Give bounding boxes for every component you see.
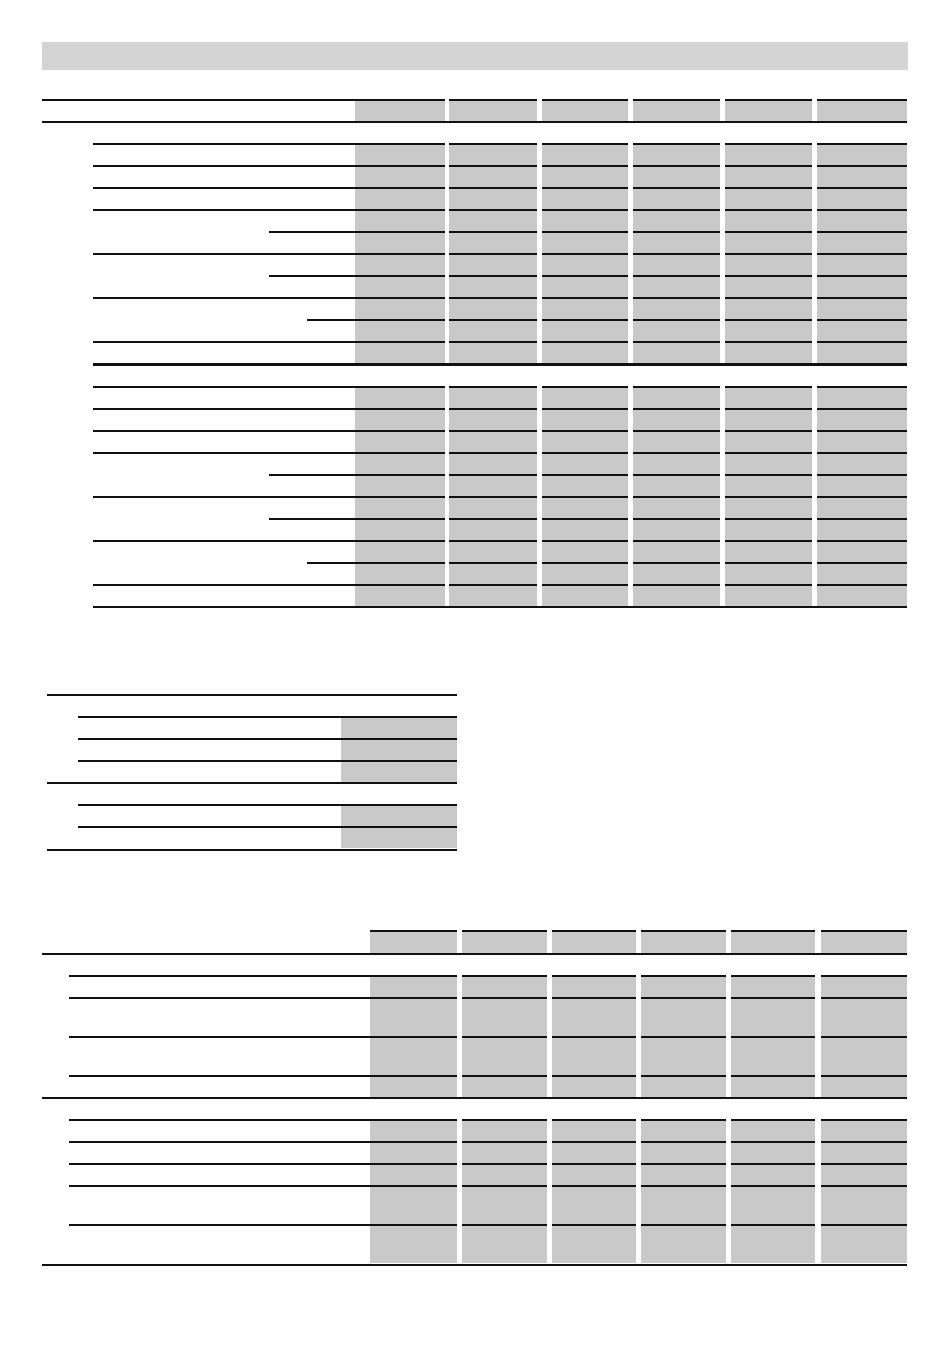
group-a-row-cell — [817, 231, 907, 253]
group-a-row-cell — [355, 209, 445, 231]
group-a-row-cell — [542, 165, 628, 187]
summary-top-rule — [47, 694, 457, 696]
group-a-row-cell — [449, 231, 537, 253]
table-bottom-rule — [42, 1264, 907, 1266]
group-a-row-rule — [307, 319, 355, 321]
group-a-row-cell — [449, 253, 537, 275]
group-a-row-cell — [542, 143, 628, 165]
group-b-row-cell — [633, 474, 720, 496]
group-b-row-rule — [269, 518, 355, 520]
group-a-row-cell — [355, 253, 445, 275]
group-d-row-cell — [370, 1119, 457, 1141]
column-header — [370, 930, 457, 953]
column-header — [542, 99, 628, 121]
group-a-row-cell — [725, 297, 812, 319]
group-d-row-cell — [731, 1185, 815, 1224]
group-a-row-cell — [542, 253, 628, 275]
summary-row-rule — [78, 826, 341, 828]
group-b-row-rule — [93, 584, 355, 586]
column-header — [821, 930, 907, 953]
group-b-row-cell — [633, 584, 720, 606]
group-b-row-cell — [817, 518, 907, 540]
group-d-row-cell — [821, 1224, 907, 1263]
group-b-row-cell — [633, 430, 720, 452]
group-d-row-cell — [370, 1224, 457, 1263]
group-a-row-rule — [93, 297, 355, 299]
group-c-row-cell — [462, 1036, 547, 1075]
group-a-row-cell — [817, 187, 907, 209]
group-a-row-cell — [449, 341, 537, 363]
summary-row-cell — [341, 716, 457, 738]
column-header — [355, 99, 445, 121]
group-a-row-cell — [355, 187, 445, 209]
group-b-row-cell — [449, 408, 537, 430]
group-c-row-rule — [69, 1036, 370, 1038]
column-header — [552, 930, 636, 953]
group-b-row-cell — [633, 518, 720, 540]
group-b-row-cell — [542, 452, 628, 474]
group-c-row-cell — [641, 997, 726, 1036]
group-b-row-cell — [355, 430, 445, 452]
group-d-row-cell — [552, 1163, 636, 1185]
group-c-row-cell — [370, 975, 457, 997]
group-a-row-cell — [542, 319, 628, 341]
group-a-row-cell — [449, 209, 537, 231]
group-b-row-cell — [449, 496, 537, 518]
page-header-bar — [42, 42, 908, 70]
group-c-row-cell — [641, 1036, 726, 1075]
column-header — [633, 99, 720, 121]
column-header — [731, 930, 815, 953]
group-a-row-cell — [725, 165, 812, 187]
group-b-row-cell — [355, 474, 445, 496]
group-a-row-cell — [355, 143, 445, 165]
group-c-row-cell — [370, 1075, 457, 1097]
group-b-row-rule — [93, 430, 355, 432]
group-c-row-cell — [641, 975, 726, 997]
group-d-row-cell — [462, 1185, 547, 1224]
group-d-row-cell — [552, 1185, 636, 1224]
group-d-row-cell — [552, 1141, 636, 1163]
group-b-row-cell — [725, 408, 812, 430]
group-b-row-cell — [725, 540, 812, 562]
summary-row-rule — [78, 760, 341, 762]
group-a-row-cell — [542, 297, 628, 319]
group-d-row-cell — [370, 1141, 457, 1163]
group-d-row-cell — [821, 1185, 907, 1224]
group-c-row-cell — [552, 997, 636, 1036]
group-b-row-rule — [269, 474, 355, 476]
group-c-row-cell — [641, 1075, 726, 1097]
column-header — [462, 930, 547, 953]
group-a-row-cell — [355, 165, 445, 187]
group-a-row-cell — [542, 275, 628, 297]
group-d-row-cell — [370, 1163, 457, 1185]
group-a-row-cell — [725, 275, 812, 297]
group-a-row-cell — [355, 297, 445, 319]
group-a-row-cell — [725, 209, 812, 231]
group-a-row-cell — [355, 341, 445, 363]
group-a-row-rule — [93, 209, 355, 211]
group-b-row-cell — [542, 430, 628, 452]
group-b-row-cell — [633, 562, 720, 584]
group-d-row-cell — [462, 1163, 547, 1185]
group-a-row-cell — [542, 341, 628, 363]
group-b-row-rule — [93, 408, 355, 410]
group-a-row-cell — [817, 319, 907, 341]
group-a-row-cell — [355, 231, 445, 253]
group-d-row-cell — [641, 1224, 726, 1263]
group-a-row-cell — [725, 341, 812, 363]
group-a-row-cell — [355, 275, 445, 297]
group-d-row-rule — [69, 1163, 370, 1165]
group-a-row-cell — [542, 231, 628, 253]
group-c-row-cell — [731, 1036, 815, 1075]
group-c-row-cell — [821, 997, 907, 1036]
summary-row-rule — [78, 738, 341, 740]
group-a-row-cell — [817, 143, 907, 165]
group-a-row-cell — [449, 143, 537, 165]
group-b-row-cell — [725, 584, 812, 606]
group-d-row-cell — [821, 1141, 907, 1163]
group-c-row-cell — [731, 975, 815, 997]
group-b-row-cell — [633, 452, 720, 474]
group-d-row-cell — [731, 1141, 815, 1163]
group-a-row-cell — [542, 209, 628, 231]
group-d-row-cell — [462, 1119, 547, 1141]
group-c-row-cell — [821, 975, 907, 997]
summary-bottom-rule — [47, 849, 457, 851]
group-d-row-cell — [821, 1119, 907, 1141]
group-d-row-cell — [731, 1163, 815, 1185]
group-c-row-cell — [462, 975, 547, 997]
group-b-row-cell — [633, 386, 720, 408]
group-a-row-cell — [633, 297, 720, 319]
group-b-bottom-rule — [93, 606, 907, 608]
group-b-row-cell — [542, 562, 628, 584]
group-a-row-cell — [725, 143, 812, 165]
group-b-row-cell — [542, 386, 628, 408]
group-b-row-cell — [542, 474, 628, 496]
group-a-row-cell — [355, 319, 445, 341]
group-b-row-cell — [725, 452, 812, 474]
group-d-row-cell — [821, 1163, 907, 1185]
group-b-row-cell — [542, 496, 628, 518]
group-d-row-cell — [641, 1185, 726, 1224]
group-a-row-cell — [817, 209, 907, 231]
group-separator-rule — [42, 1097, 907, 1099]
group-b-row-cell — [542, 518, 628, 540]
group-c-row-cell — [552, 975, 636, 997]
group-separator-rule — [93, 364, 907, 366]
group-a-row-rule — [269, 275, 355, 277]
column-header — [449, 99, 537, 121]
group-b-row-cell — [725, 496, 812, 518]
column-header — [817, 99, 907, 121]
group-b-row-cell — [355, 518, 445, 540]
group-b-row-cell — [542, 584, 628, 606]
summary-row-cell — [341, 760, 457, 782]
group-d-row-cell — [462, 1141, 547, 1163]
group-b-row-cell — [817, 408, 907, 430]
group-d-row-cell — [731, 1224, 815, 1263]
group-a-row-cell — [449, 275, 537, 297]
group-b-row-rule — [93, 540, 355, 542]
group-b-row-cell — [449, 452, 537, 474]
group-a-row-rule — [93, 165, 355, 167]
group-a-row-cell — [633, 319, 720, 341]
group-b-row-rule — [93, 452, 355, 454]
group-c-row-rule — [69, 975, 370, 977]
summary-row-cell — [341, 738, 457, 760]
group-a-row-rule — [93, 143, 355, 145]
group-d-row-cell — [552, 1119, 636, 1141]
group-c-row-rule — [69, 1075, 370, 1077]
group-a-row-rule — [93, 187, 355, 189]
group-a-row-cell — [725, 231, 812, 253]
group-d-row-cell — [641, 1141, 726, 1163]
group-a-row-cell — [449, 165, 537, 187]
group-a-row-cell — [449, 187, 537, 209]
group-d-row-rule — [69, 1119, 370, 1121]
group-b-row-cell — [449, 540, 537, 562]
group-b-row-cell — [725, 562, 812, 584]
group-d-row-cell — [731, 1119, 815, 1141]
column-header — [641, 930, 726, 953]
group-d-row-cell — [552, 1224, 636, 1263]
group-b-row-cell — [725, 386, 812, 408]
group-a-row-cell — [725, 253, 812, 275]
group-c-row-rule — [69, 997, 370, 999]
group-a-row-cell — [449, 297, 537, 319]
group-a-row-rule — [93, 341, 355, 343]
group-a-row-cell — [725, 319, 812, 341]
group-c-row-cell — [462, 1075, 547, 1097]
group-b-row-cell — [725, 430, 812, 452]
group-b-row-cell — [355, 408, 445, 430]
group-d-row-cell — [370, 1185, 457, 1224]
group-c-row-cell — [462, 997, 547, 1036]
summary-row-rule — [78, 716, 341, 718]
group-a-row-rule — [93, 253, 355, 255]
group-b-row-cell — [817, 474, 907, 496]
group-c-row-cell — [370, 1036, 457, 1075]
group-b-row-cell — [542, 540, 628, 562]
group-b-row-cell — [449, 386, 537, 408]
group-b-row-rule — [93, 386, 355, 388]
group-c-row-cell — [821, 1036, 907, 1075]
group-a-row-cell — [633, 209, 720, 231]
group-b-row-cell — [817, 452, 907, 474]
header-bottom-rule — [42, 121, 907, 123]
group-a-row-cell — [817, 253, 907, 275]
group-d-row-rule — [69, 1185, 370, 1187]
group-a-row-cell — [633, 165, 720, 187]
group-b-row-cell — [817, 562, 907, 584]
group-b-row-rule — [93, 496, 355, 498]
group-c-row-cell — [731, 997, 815, 1036]
group-c-row-cell — [552, 1036, 636, 1075]
summary-row-cell — [341, 804, 457, 826]
group-b-row-cell — [725, 474, 812, 496]
group-a-row-cell — [817, 165, 907, 187]
group-b-row-cell — [449, 474, 537, 496]
group-a-row-cell — [633, 341, 720, 363]
group-b-row-cell — [817, 584, 907, 606]
group-d-row-cell — [641, 1163, 726, 1185]
group-a-row-cell — [633, 143, 720, 165]
group-b-row-cell — [817, 496, 907, 518]
group-b-row-cell — [449, 584, 537, 606]
group-d-row-rule — [69, 1224, 370, 1226]
group-d-row-cell — [462, 1224, 547, 1263]
group-a-row-cell — [725, 187, 812, 209]
group-b-row-cell — [633, 496, 720, 518]
group-a-row-cell — [817, 341, 907, 363]
group-a-row-cell — [449, 319, 537, 341]
group-c-row-cell — [821, 1075, 907, 1097]
group-b-row-cell — [355, 452, 445, 474]
group-c-row-cell — [552, 1075, 636, 1097]
group-b-row-cell — [355, 496, 445, 518]
group-b-row-cell — [817, 540, 907, 562]
group-b-row-cell — [449, 518, 537, 540]
group-c-row-cell — [370, 997, 457, 1036]
summary-row-rule — [78, 804, 341, 806]
group-b-row-cell — [817, 386, 907, 408]
summary-row-cell — [341, 826, 457, 848]
group-b-row-rule — [307, 562, 355, 564]
group-b-row-cell — [449, 562, 537, 584]
group-b-row-cell — [633, 408, 720, 430]
group-c-row-cell — [731, 1075, 815, 1097]
header-bottom-rule — [42, 953, 907, 955]
group-a-row-rule — [269, 231, 355, 233]
group-b-row-cell — [725, 518, 812, 540]
group-d-row-rule — [69, 1141, 370, 1143]
group-a-row-cell — [633, 275, 720, 297]
table-top-rule — [42, 99, 355, 101]
group-b-row-cell — [817, 430, 907, 452]
group-b-row-cell — [633, 540, 720, 562]
group-b-row-cell — [355, 386, 445, 408]
column-header — [725, 99, 812, 121]
group-b-row-cell — [449, 430, 537, 452]
summary-group-rule — [47, 782, 457, 784]
group-a-row-cell — [633, 253, 720, 275]
group-b-row-cell — [542, 408, 628, 430]
group-a-row-cell — [817, 275, 907, 297]
group-a-row-cell — [817, 297, 907, 319]
group-a-row-cell — [633, 187, 720, 209]
group-b-row-cell — [355, 584, 445, 606]
group-d-row-cell — [641, 1119, 726, 1141]
group-a-row-cell — [633, 231, 720, 253]
group-a-row-cell — [542, 187, 628, 209]
group-b-row-cell — [355, 562, 445, 584]
group-b-row-cell — [355, 540, 445, 562]
